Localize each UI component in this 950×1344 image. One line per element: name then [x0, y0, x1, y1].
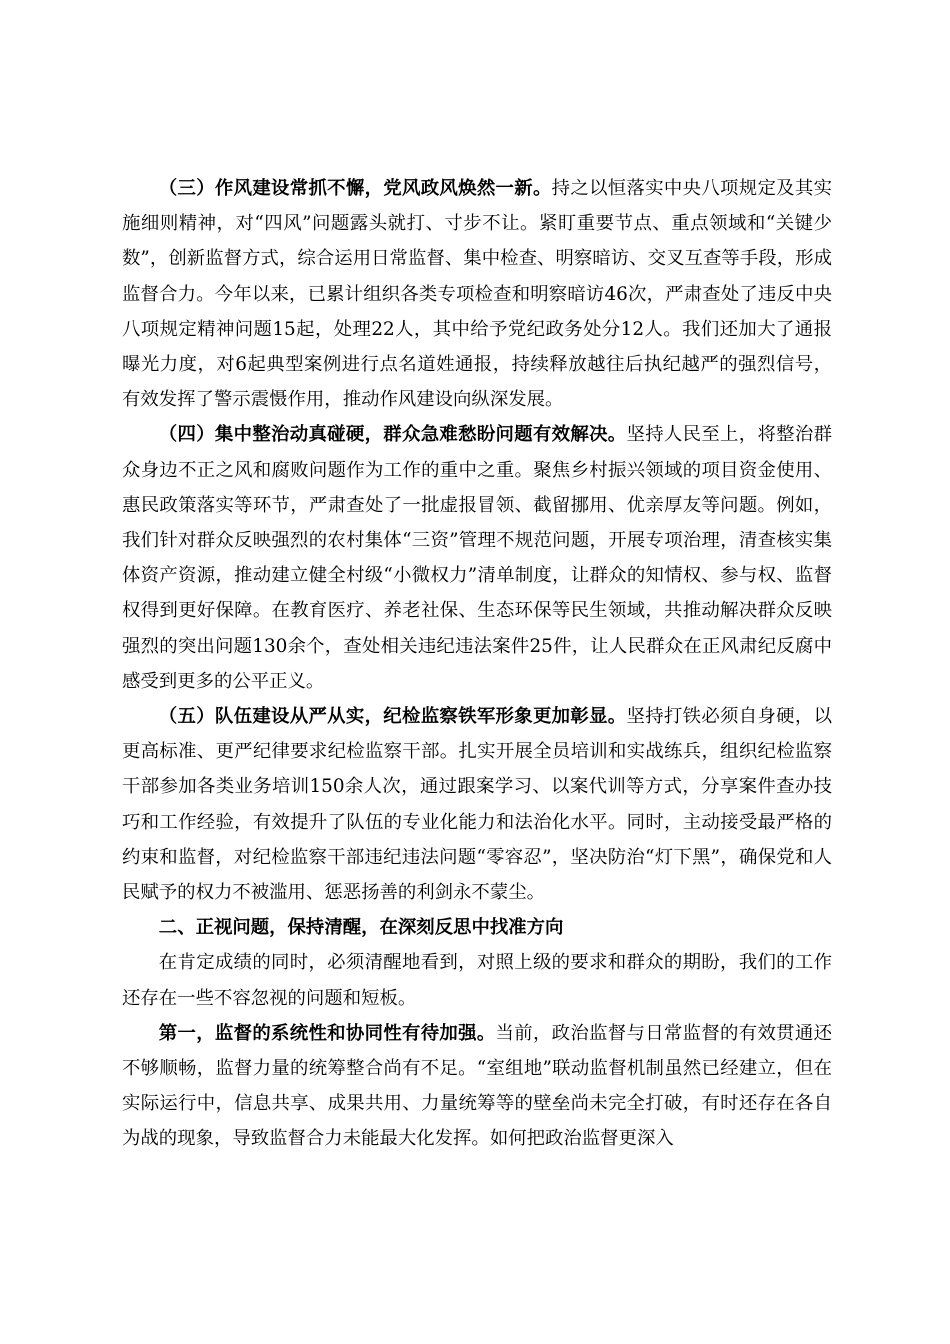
section-5-body: 坚持打铁必须自身硬，以更高标准、更严纪律要求纪检监察干部。扎实开展全员培训和实战练兵，组织纪检监察干部参加各类业务培训150余人次，通过跟案学习、以案代训等方式，分享案件查办技巧和工作经验，有效提升了队伍的专业化能力和法治化水平。同时，主动接受最严格的约束和监督，对纪检监察干部违纪违法问题“零容忍”，坚决防治“灯下黑”，确保党和人民赋予的权力不被滥用、惩恶扬善的利剑永不蒙尘。 — [122, 706, 832, 904]
paragraph-section-5 — [122, 699, 832, 910]
part-2-intro: 在肯定成绩的同时，必须清醒地看到，对照上级的要求和群众的期盼，我们的工作还存在一些不容忽视的问题和短板。 — [122, 952, 832, 1009]
document-page — [122, 171, 832, 1157]
paragraph-section-3 — [122, 171, 832, 417]
section-3-lead: （三）作风建设常抓不懈，党风政风焕然一新。 — [158, 178, 552, 199]
section-4-body: 坚持人民至上，将整治群众身边不正之风和腐败问题作为工作的重中之重。聚焦乡村振兴领域的项目资金使用、惠民政策落实等环节，严肃查处了一批虚报冒领、截留挪用、优亲厚友等问题。例如，我们针对群众反映强烈的农村集体“三资”管理不规范问题，开展专项治理，清查核实集体资产资源，推动建立健全村级“小微权力”清单制度，让群众的知情权、参与权、监督权得到更好保障。在教育医疗、养老社保、生态环保等民生领域，共推动解决群众反映强烈的突出问题130余个，查处相关违纪违法案件25件，让人民群众在正风肃纪反腐中感受到更多的公平正义。 — [122, 424, 832, 692]
section-4-lead: （四）集中整治动真碰硬，群众急难愁盼问题有效解决。 — [158, 424, 627, 446]
issue-1-body: 当前，政治监督与日常监督的有效贯通还不够顺畅，监督力量的统筹整合尚有不足。“室组地”联动监督机制虽然已经建立，但在实际运行中，信息共享、成果共用、力量统筹等的壁垒尚未完全打破，有时还存在各自为战的现象，导致监督合力未能最大化发挥。如何把政治监督更深入 — [122, 1022, 832, 1150]
section-5-lead: （五）队伍建设从严从实，纪检监察铁军形象更加彰显。 — [158, 706, 627, 728]
issue-1-lead: 第一，监督的系统性和协同性有待加强。 — [158, 1022, 496, 1044]
paragraph-issue-1 — [122, 1016, 832, 1157]
part-2-heading: 二、正视问题，保持清醒，在深刻反思中找准方向 — [158, 917, 564, 939]
paragraph-section-4 — [122, 417, 832, 699]
section-3-body: 持之以恒落实中央八项规定及其实施细则精神，对“四风”问题露头就打、寸步不让。紧盯重要节点、重点领域和“关键少数”，创新监督方式，综合运用日常监督、集中检查、明察暗访、交叉互查等手段，形成监督合力。今年以来，已累计组织各类专项检查和明察暗访46次，严肃查处了违反中央八项规定精神问题15起，处理22人，其中给予党纪政务处分12人。我们还加大了通报曝光力度，对6起典型案例进行点名道姓通报，持续释放越往后执纪越严的强烈信号，有效发挥了警示震慑作用，推动作风建设向纵深发展。 — [122, 178, 832, 411]
